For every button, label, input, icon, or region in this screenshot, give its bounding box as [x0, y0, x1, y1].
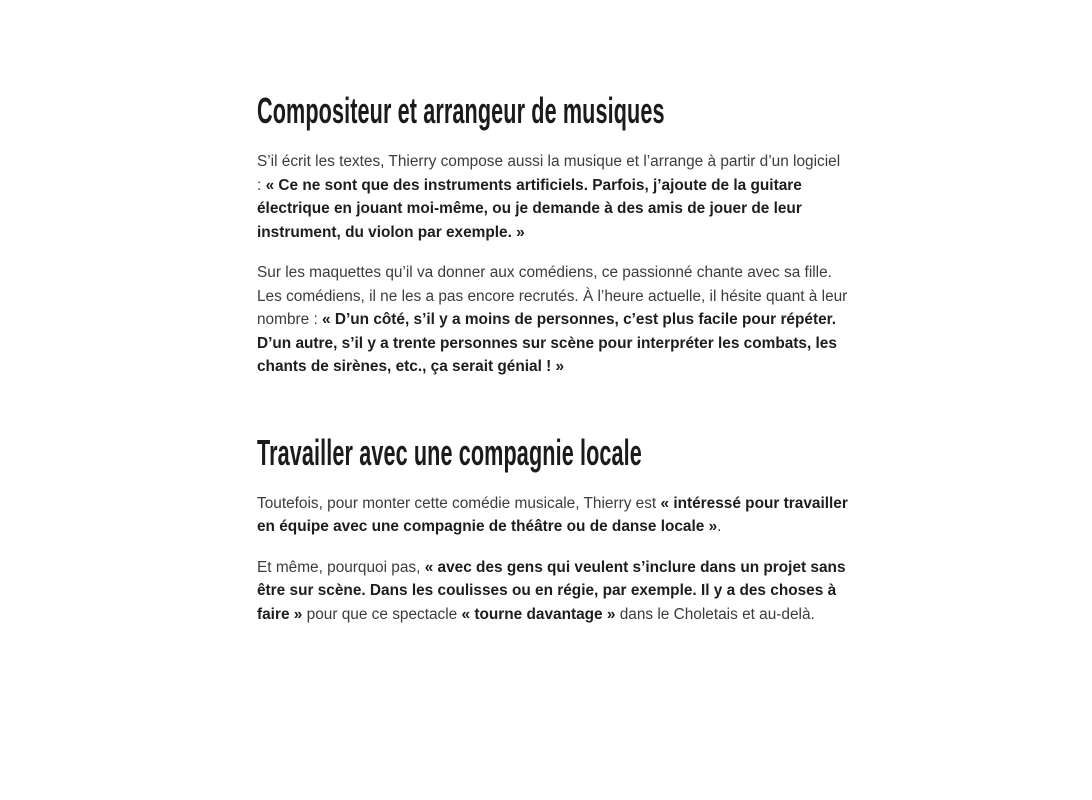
text-run-bold: « D’un côté, s’il y a moins de personnes, c’est plus facile pour répéter. D’un autre, s’il y a trente personnes sur scène pour interpréter les combats, les chants de sirènes, etc., ça serait génial ! »	[257, 311, 837, 375]
text-run: S’il écrit les textes, Thierry compose aussi la musique et l’arrange à partir d’un logiciel :	[257, 153, 841, 194]
article-content	[257, 0, 848, 626]
text-run: pour que ce spectacle	[302, 605, 462, 623]
section-heading	[257, 89, 848, 133]
text-run: .	[717, 518, 722, 535]
section-composer-arranger	[257, 89, 848, 379]
text-run: Toutefois, pour monter cette comédie musicale, Thierry est	[257, 494, 661, 512]
paragraph	[257, 492, 848, 539]
text-run-bold: « intéressé pour travailler en équipe avec une compagnie de théâtre ou de danse locale »	[257, 494, 848, 535]
paragraph	[257, 556, 848, 627]
paragraph	[257, 261, 848, 379]
section-local-company	[257, 431, 848, 627]
text-run-bold: « avec des gens qui veulent s’inclure dans un projet sans être sur scène. Dans les coulisses ou en régie, par exemple. Il y a des choses à faire »	[257, 558, 846, 623]
section-heading-text: Travailler avec une compagnie locale	[257, 431, 642, 473]
text-run: Et même, pourquoi pas,	[257, 558, 425, 576]
section-heading	[257, 431, 848, 475]
text-run: dans le Choletais et au-delà.	[615, 605, 815, 623]
section-heading-text: Compositeur et arrangeur de musiques	[257, 90, 665, 131]
text-run: Sur les maquettes qu’il va donner aux comédiens, ce passionné chante avec sa fille. Les comédiens, il ne les a pas encore recrutés. À l’heure actuelle, il hésite quant à leur nombre :	[257, 264, 848, 328]
text-run-bold: « tourne davantage »	[461, 605, 616, 623]
text-run-bold: « Ce ne sont que des instruments artificiels. Parfois, j’ajoute de la guitare électrique en jouant moi-même, ou je demande à des amis de jouer de leur instrument, du violon par exemple. »	[257, 176, 802, 241]
paragraph	[257, 150, 848, 244]
